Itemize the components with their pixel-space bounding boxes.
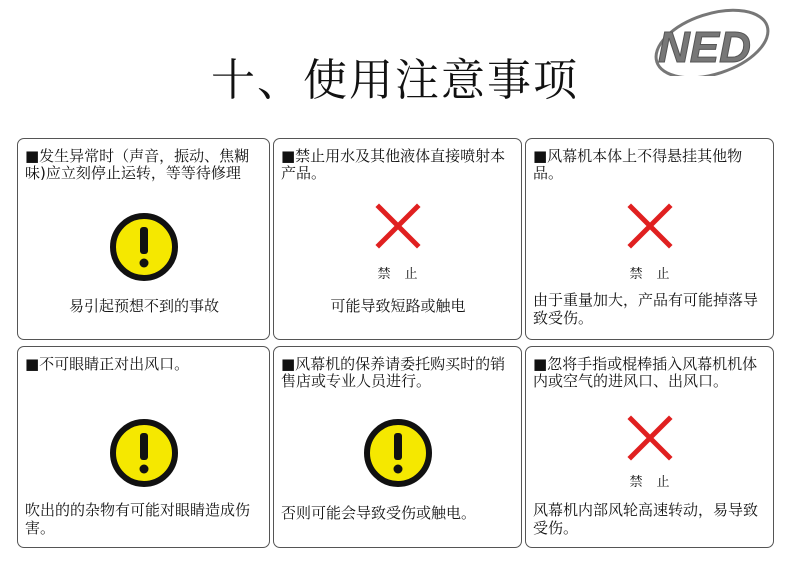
- consequence-text: 可能导致短路或触电: [330, 297, 466, 315]
- safety-notice-grid: [17, 138, 774, 548]
- ned-logo-icon: [650, 4, 778, 76]
- warning-icon: [110, 213, 178, 281]
- forbid-label: 禁止: [629, 475, 684, 490]
- notice-card-abnormal: [17, 138, 270, 340]
- notice-text: ■发生异常时（声音，振动、焦糊味)应立刻停止运转，等等待修理: [25, 147, 250, 182]
- forbid-label: 禁止: [377, 267, 432, 282]
- svg-text:NED: NED: [658, 23, 751, 72]
- page-title: 十、使用注意事项: [211, 55, 579, 106]
- notice-card-maintenance: [273, 346, 522, 548]
- forbid-icon: [373, 201, 423, 251]
- consequence-text: 易引起预想不到的事故: [68, 297, 219, 315]
- notice-text: ■风幕机的保养请委托购买时的销售店或专业人员进行。: [281, 355, 506, 390]
- consequence-text: 风幕机内部风轮高速转动，易导致受伤。: [533, 501, 759, 537]
- warning-icon: [364, 419, 432, 487]
- forbid-icon: [625, 201, 675, 251]
- notice-card-fingers: [525, 346, 774, 548]
- warning-icon: [110, 419, 178, 487]
- consequence-text: 由于重量加大，产品有可能掉落导致受伤。: [533, 291, 759, 327]
- notice-text: ■不可眼睛正对出风口。: [25, 355, 190, 373]
- notice-text: ■禁止用水及其他液体直接喷射本产品。: [281, 147, 506, 182]
- notice-text: ■风幕机本体上不得悬挂其他物品。: [533, 147, 743, 182]
- notice-card-hanging: [525, 138, 774, 340]
- forbid-icon: [625, 413, 675, 463]
- notice-card-eyes: [17, 346, 270, 548]
- consequence-text: 吹出的的杂物有可能对眼睛造成伤害。: [25, 501, 251, 537]
- consequence-text: 否则可能会导致受伤或触电。: [281, 504, 477, 522]
- notice-card-water: [273, 138, 522, 340]
- notice-text: ■忽将手指或棍棒插入风幕机机体内或空气的进风口、出风口。: [533, 355, 758, 390]
- forbid-label: 禁止: [629, 267, 684, 282]
